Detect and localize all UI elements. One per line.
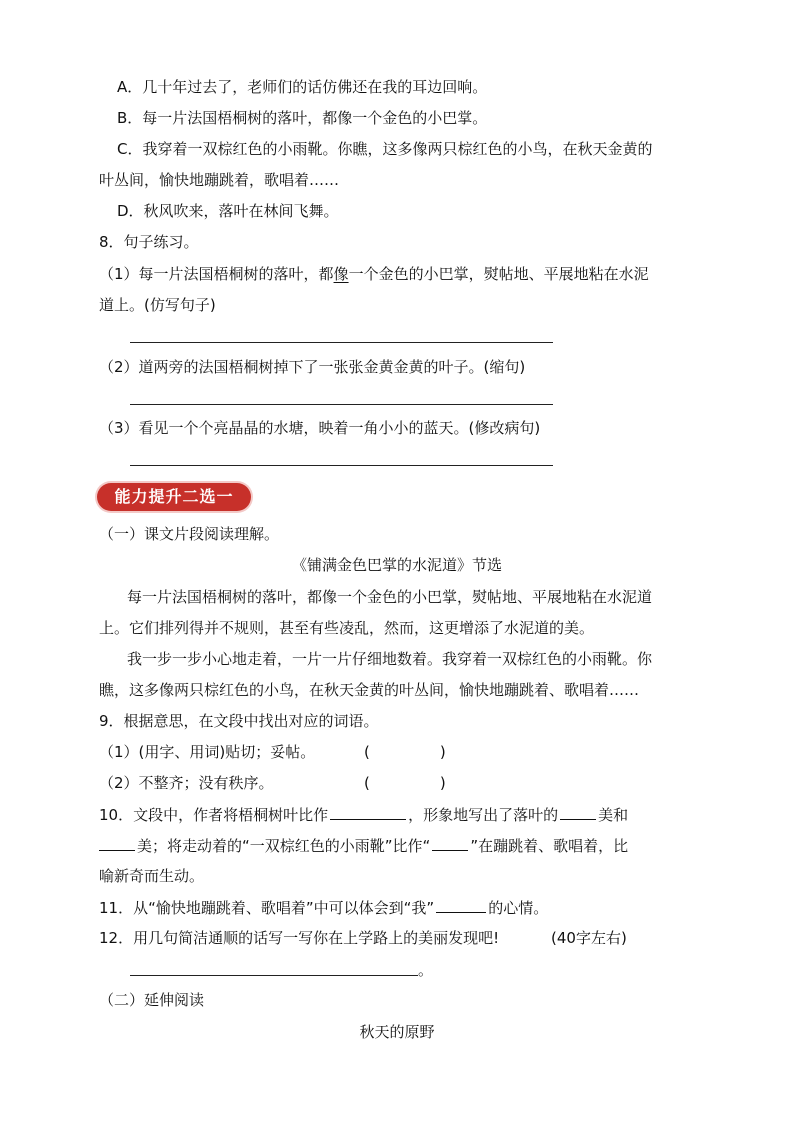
- option-d: D．秋风吹来，落叶在林间飞舞。: [117, 202, 339, 220]
- q11: [99, 897, 548, 918]
- q8-s1-post: 一个金色的小巴掌，熨帖地、平展地粘在水泥: [348, 265, 649, 283]
- q8-sentence2: （2）道两旁的法国梧桐树掉下了一张张金黄金黄的叶子。(缩句): [99, 358, 526, 376]
- q10-blank-3[interactable]: [99, 835, 135, 851]
- paren-open: (: [364, 743, 370, 761]
- answer-line-q12[interactable]: [130, 975, 418, 976]
- paren-close: ): [439, 774, 446, 792]
- q10-text-5: ”在蹦跳着、歌唱着，比: [470, 837, 629, 855]
- q12-prompt: 12．用几句简洁通顺的话写一写你在上学路上的美丽发现吧!: [99, 929, 500, 947]
- q12-period: 。: [418, 961, 434, 979]
- q11-blank[interactable]: [436, 897, 486, 913]
- q10-text-2: ，形象地写出了落叶的: [408, 806, 559, 824]
- passage-p1-line1: 每一片法国梧桐树的落叶，都像一个金色的小巴掌，熨帖地、平展地粘在水泥道: [127, 588, 653, 606]
- passage-p2-line2: 瞧，这多像两只棕红色的小鸟，在秋天金黄的叶丛间，愉快地蹦跳着、歌唱着……: [99, 681, 640, 699]
- q10-text-3: 美和: [598, 806, 629, 824]
- paren-open: (: [364, 774, 370, 792]
- passage-title: 《铺满金色巴掌的水泥道》节选: [291, 556, 502, 574]
- paren-close: ): [439, 743, 446, 761]
- q10-text-1: 10．文段中，作者将梧桐树叶比作: [99, 806, 329, 824]
- answer-line-q8-1[interactable]: [130, 342, 553, 343]
- q10-blank-2[interactable]: [560, 804, 596, 820]
- q10-text-4: 美；将走动着的“一双棕红色的小雨靴”比作“: [137, 837, 431, 855]
- q10-line3: 喻新奇而生动。: [99, 867, 205, 885]
- q11-text-2: 的心情。: [488, 899, 549, 917]
- q11-text-1: 11．从“愉快地蹦跳着、歌唱着”中可以体会到“我”: [99, 899, 435, 917]
- part2-heading: （二）延伸阅读: [99, 991, 205, 1009]
- q8-s1-pre: （1）每一片法国梧桐树的落叶，都: [99, 265, 334, 283]
- q9-item2: （2）不整齐；没有秩序。: [99, 774, 274, 792]
- q9-item1-answer[interactable]: [364, 742, 446, 762]
- q8-sentence3: （3）看见一个个亮晶晶的水塘，映着一角小小的蓝天。(修改病句): [99, 419, 541, 437]
- q12-word-count: (40字左右): [551, 929, 627, 947]
- q8-s1-marked-word: 像: [333, 265, 349, 283]
- option-c-line1: C．我穿着一双棕红色的小雨靴。你瞧，这多像两只棕红色的小鸟，在秋天金黄的: [117, 140, 653, 158]
- q9-item2-answer[interactable]: [364, 773, 446, 793]
- part1-heading: （一）课文片段阅读理解。: [99, 525, 280, 543]
- answer-line-q8-3[interactable]: [130, 465, 553, 466]
- q10-blank-1[interactable]: [330, 804, 406, 820]
- q8-sentence1: [99, 264, 649, 284]
- section-badge: 能力提升二选一: [97, 483, 251, 511]
- option-b: B．每一片法国梧桐树的落叶，都像一个金色的小巴掌。: [117, 109, 488, 127]
- passage-p2-line1: 我一步一步小心地走着，一片一片仔细地数着。我穿着一双棕红色的小雨靴。你: [127, 650, 653, 668]
- q10-line1: [99, 804, 628, 825]
- q9-item1: （1）(用字、用词)贴切；妥帖。: [99, 743, 316, 761]
- q10-line2: [99, 835, 628, 856]
- q8-title: 8．句子练习。: [99, 233, 199, 251]
- passage-p1-line2: 上。它们排列得并不规则，甚至有些凌乱，然而，这更增添了水泥道的美。: [99, 619, 595, 637]
- option-a: A．几十年过去了，老师们的话仿佛还在我的耳边回响。: [117, 78, 488, 96]
- answer-line-q8-2[interactable]: [130, 404, 553, 405]
- q9-title: 9．根据意思，在文段中找出对应的词语。: [99, 712, 379, 730]
- q8-sentence1-line2: 道上。(仿写句子): [99, 296, 216, 314]
- option-c-line2: 叶丛间，愉快地蹦跳着，歌唱着……: [99, 171, 340, 189]
- q10-blank-4[interactable]: [432, 835, 468, 851]
- part2-title: 秋天的原野: [359, 1023, 435, 1041]
